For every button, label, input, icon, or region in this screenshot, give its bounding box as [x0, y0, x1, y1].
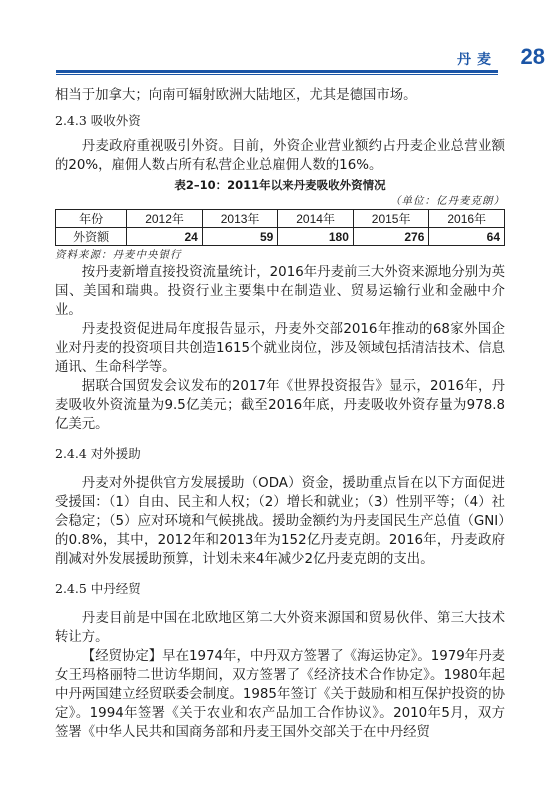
intro-line: 相当于加拿大；向南可辐射欧洲大陆地区，尤其是德国市场。 [55, 88, 417, 103]
header-rule-thin [56, 74, 498, 75]
paragraph-foreign-aid: 丹麦对外提供官方发展援助（ODA）资金，援助重点旨在以下方面促进受援国：（1）自由、民主和人权；（2）增长和就业；（3）性别平等；（4）社会稳定；（5）应对环境和气候挑战。援助金额约为丹麦国民生产总值（GNI）的0.8%，其中，2012年和2013年为152亿丹麦克朗。2016年，丹麦政府削减对外发展援助预算，计划未来4年减少2亿丹麦克朗的支出。 [55, 476, 505, 567]
section-heading-2-4-4: 2.4.4 对外援助 [55, 446, 141, 461]
section-heading-2-4-3: 2.4.3 吸收外资 [55, 113, 141, 128]
table-cell: 276 [353, 228, 429, 246]
table-row [56, 228, 505, 246]
table-header-cell: 年份 [56, 210, 127, 228]
fdi-table [55, 209, 505, 246]
page-body [55, 86, 505, 742]
table-cell: 180 [278, 228, 354, 246]
page-number: 28 [520, 44, 545, 69]
table-header-cell: 2014年 [278, 210, 354, 228]
paragraph-foreign-investment-intro: 丹麦政府重视吸引外资。目前，外资企业营业额约占丹麦企业总营业额的20%，雇佣人数占所有私营企业总雇佣人数的16%。 [55, 139, 505, 173]
table-caption: 表2–10：2011年以来丹麦吸收外资情况 [174, 178, 386, 192]
table-header-cell: 2012年 [127, 210, 203, 228]
table-unit: （单位：亿丹麦克朗） [390, 195, 505, 207]
table-cell: 64 [429, 228, 505, 246]
table-row-label: 外资额 [56, 228, 127, 246]
table-cell: 24 [127, 228, 203, 246]
paragraph-fdi-sources: 按丹麦新增直接投资流量统计，2016年丹麦前三大外资来源地分别为英国、美国和瑞典。投资行业主要集中在制造业、贸易运输行业和金融中介业。 [55, 265, 505, 318]
paragraph-invest-promotion: 丹麦投资促进局年度报告显示，丹麦外交部2016年推动的68家外国企业对丹麦的投资项目共创造1615个就业岗位，涉及领域包括清洁技术、信息通讯、生命科学等。 [55, 322, 505, 375]
table-header-cell: 2013年 [202, 210, 278, 228]
page-header [0, 40, 559, 80]
header-country-title: 丹麦 [457, 52, 497, 68]
paragraph-trade-agreements: 【经贸协定】早在1974年，中丹双方签署了《海运协定》。1979年丹麦女王玛格丽特二世访华期间，双方签署了《经济技术合作协定》。1980年起中丹两国建立经贸联委会制度。1985年签订《关于鼓励和相互保护投资的协定》。1994年签署《关于农业和农产品加工合作协议》。2010年5月，双方签署《中华人民共和国商务部和丹麦王国外交部关于在中丹经贸 [55, 649, 505, 740]
paragraph-unctad-report: 据联合国贸发会议发布的2017年《世界投资报告》显示，2016年，丹麦吸收外资流量为9.5亿美元；截至2016年底，丹麦吸收外资存量为978.8亿美元。 [55, 379, 505, 432]
section-heading-2-4-5: 2.4.5 中丹经贸 [55, 581, 141, 596]
table-header-row [56, 210, 505, 228]
header-rule [56, 70, 498, 73]
paragraph-china-denmark-trade: 丹麦目前是中国在北欧地区第二大外资来源国和贸易伙伴、第三大技术转让方。 [55, 611, 505, 645]
table-cell: 59 [202, 228, 278, 246]
table-header-cell: 2015年 [353, 210, 429, 228]
table-header-cell: 2016年 [429, 210, 505, 228]
table-source: 资料来源：丹麦中央银行 [55, 249, 182, 261]
